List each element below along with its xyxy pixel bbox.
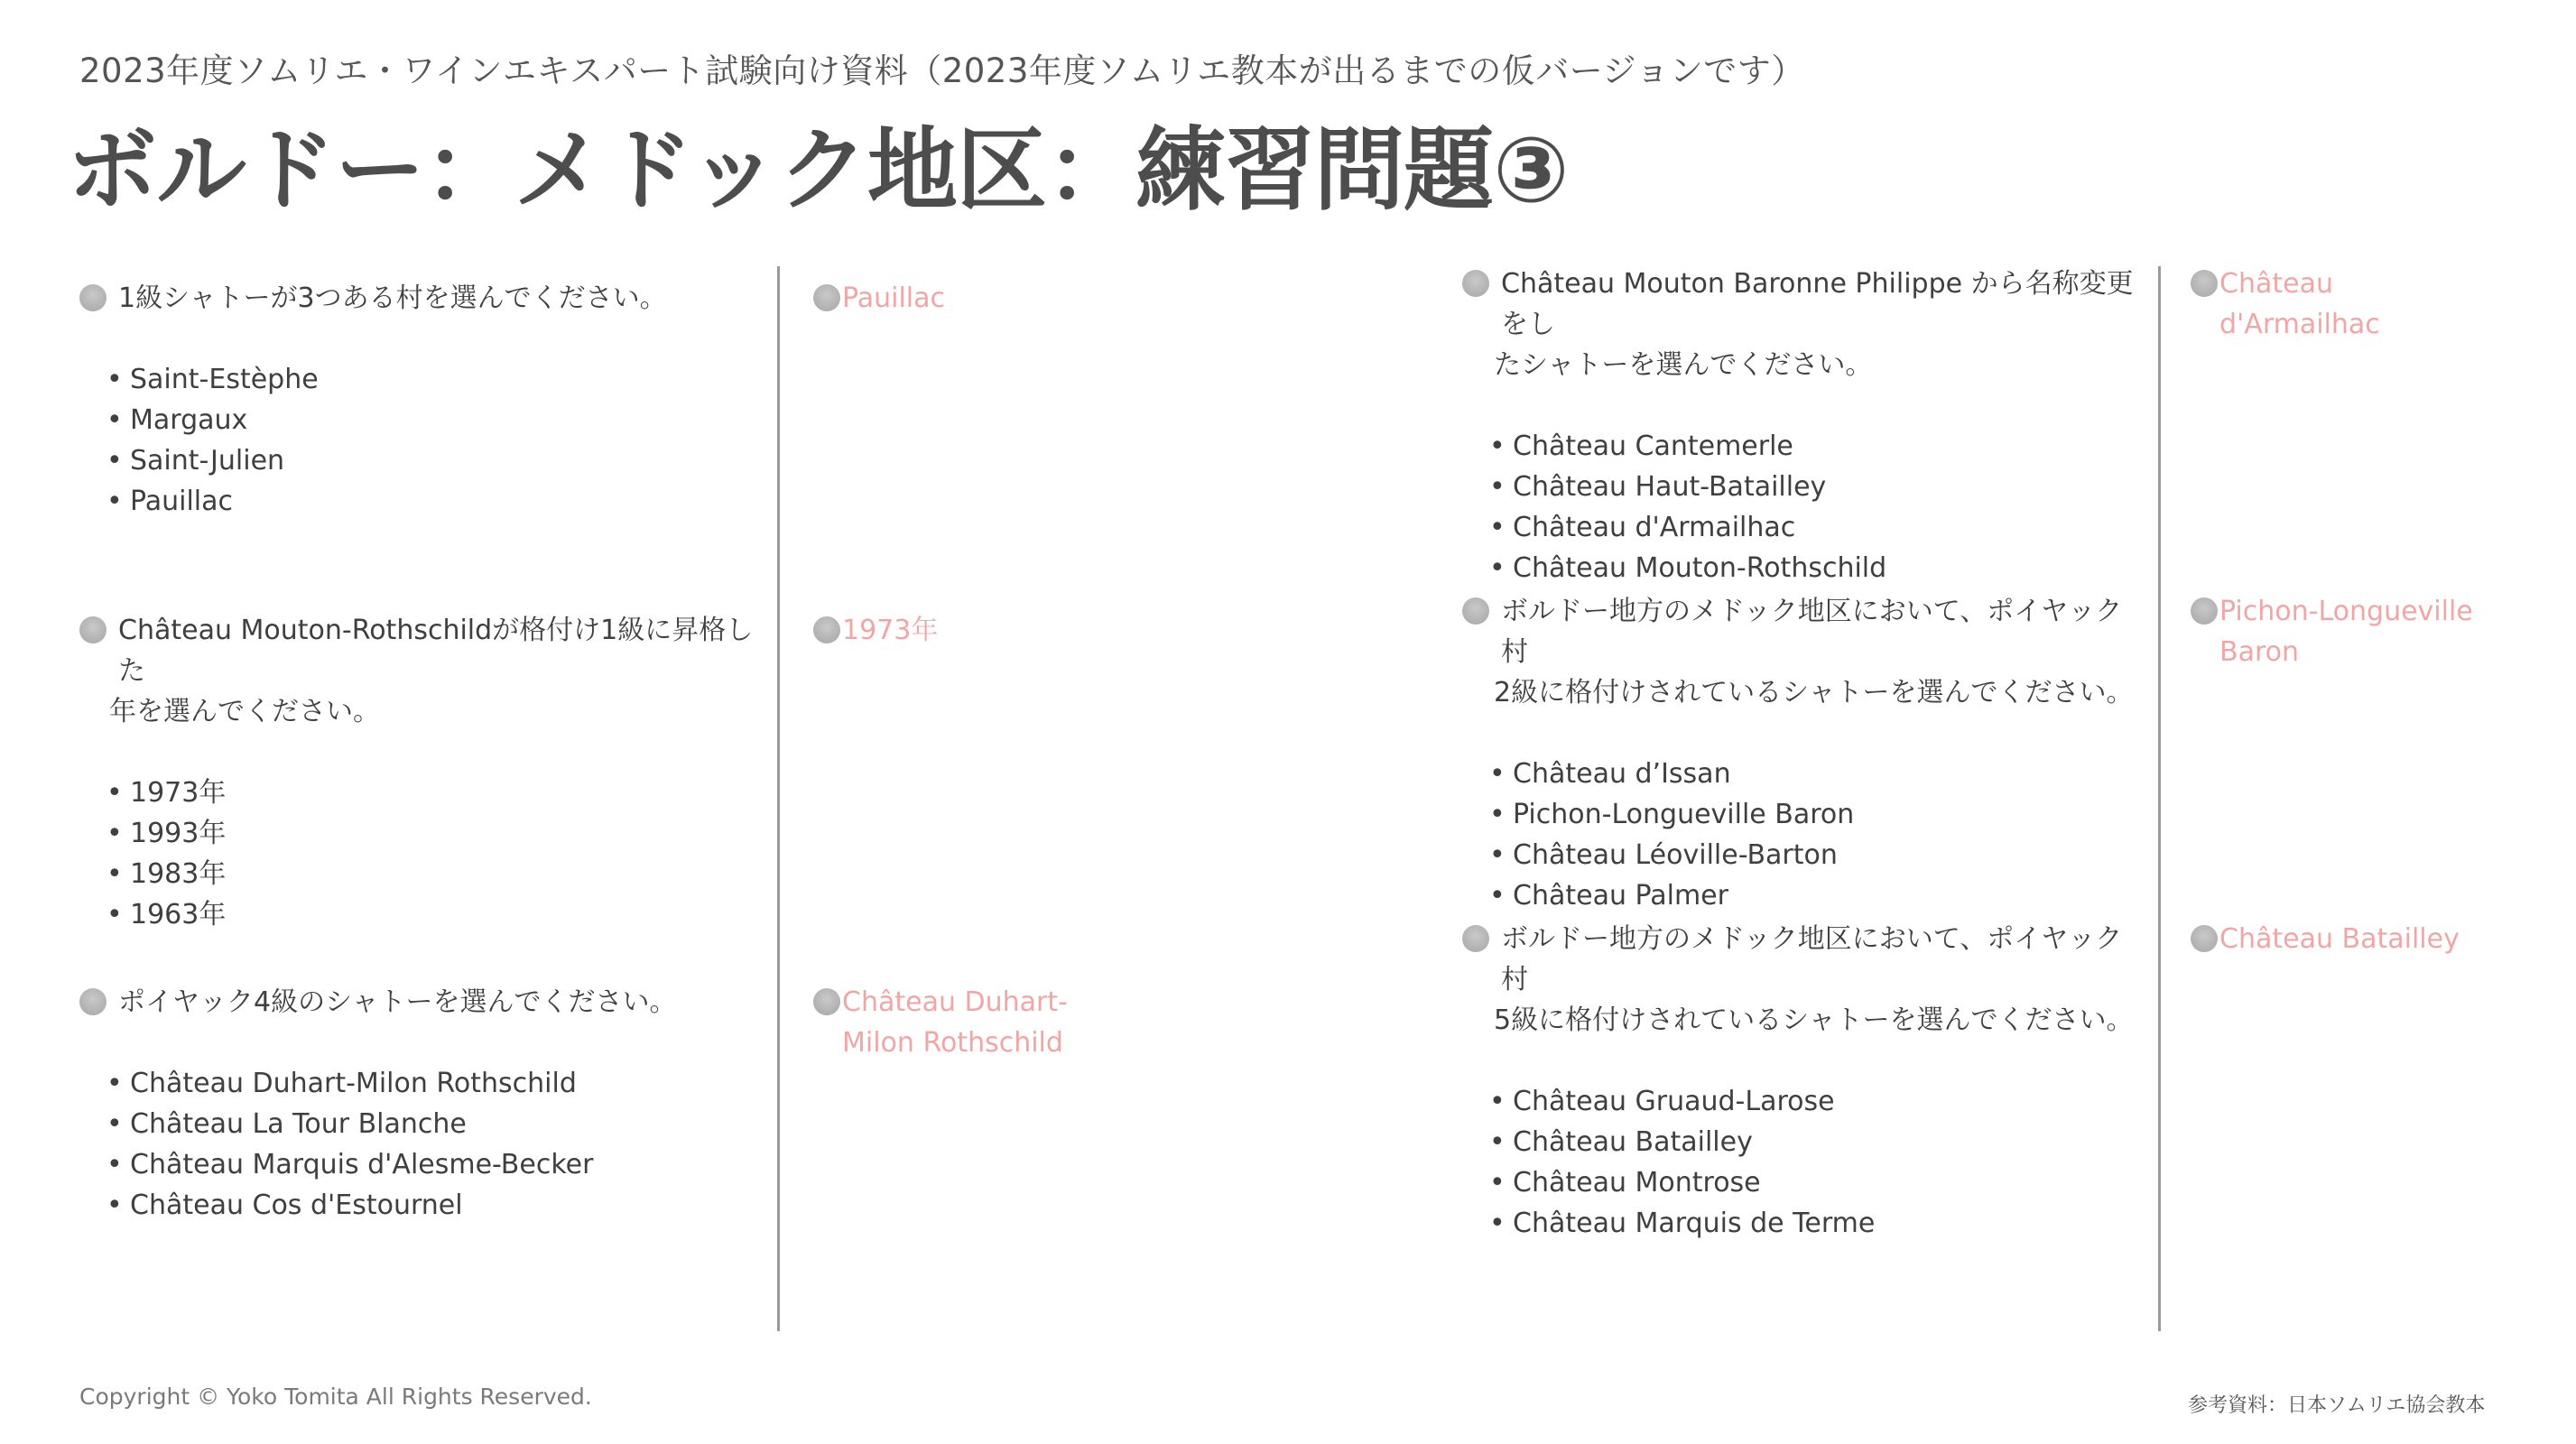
answer-block-3 <box>813 982 1111 1063</box>
column-divider-right <box>2158 266 2161 1331</box>
option-item <box>79 440 765 481</box>
answer-4 <box>2191 264 2488 345</box>
circle-bullet-icon <box>1462 270 1489 297</box>
options-list-4 <box>1462 426 2148 588</box>
option-text: Château Cos d'Estournel <box>130 1189 463 1221</box>
options-list-6 <box>1462 1081 2148 1244</box>
question-6-text-line1: ボルドー地方のメドック地区において、ポイヤック村 <box>1501 923 2123 995</box>
bullet-dot-icon: • <box>1489 880 1506 912</box>
option-item <box>79 400 765 440</box>
answer-block-2 <box>813 610 1084 651</box>
question-2-text-line1: Château Mouton-Rothschildが格付け1級に昇格した <box>118 615 754 687</box>
option-item <box>1462 754 2148 794</box>
option-text: Château Cantemerle <box>1513 430 1793 462</box>
option-text: Château d’Issan <box>1513 758 1731 790</box>
answer-block-1 <box>813 278 1084 319</box>
option-item <box>79 894 765 935</box>
option-item <box>1462 875 2148 916</box>
answer-block-6 <box>2191 919 2552 959</box>
question-5-text-line2: 2級に格付けされているシャトーを選んでください。 <box>1494 677 2134 708</box>
option-text: Château Marquis d'Alesme-Becker <box>130 1149 594 1180</box>
option-text: 1963年 <box>130 899 227 930</box>
circle-bullet-icon <box>79 616 107 643</box>
option-text: Château Montrose <box>1513 1167 1761 1199</box>
circle-bullet-icon <box>2191 270 2218 297</box>
option-text: Saint-Julien <box>130 445 285 477</box>
bullet-dot-icon: • <box>107 1068 123 1099</box>
question-3 <box>79 982 765 1023</box>
question-5 <box>1462 591 2148 713</box>
option-text: Château Haut-Batailley <box>1513 471 1827 503</box>
bullet-dot-icon: • <box>1489 1208 1506 1239</box>
circle-bullet-icon <box>1462 925 1489 952</box>
question-4-text-line2: たシャトーを選んでください。 <box>1494 349 1873 381</box>
answer-3-text-line1: Château Duhart- <box>842 986 1068 1018</box>
answer-5-text-line2: Baron <box>2219 636 2300 668</box>
answer-2 <box>813 610 1084 651</box>
bullet-dot-icon: • <box>1489 430 1506 462</box>
option-item <box>1462 835 2148 875</box>
bullet-dot-icon: • <box>107 404 123 436</box>
circle-bullet-icon <box>813 616 840 643</box>
options-list-3 <box>79 1063 765 1226</box>
answer-4-text-line2: d'Armailhac <box>2219 309 2380 340</box>
question-2-text-line2: 年を選んでください。 <box>109 696 380 727</box>
bullet-dot-icon: • <box>1489 1126 1506 1158</box>
option-item <box>1462 1081 2148 1122</box>
option-text: Saint-Estèphe <box>130 364 319 395</box>
option-item <box>1462 1122 2148 1162</box>
option-text: Château La Tour Blanche <box>130 1108 467 1140</box>
option-item <box>79 1063 765 1104</box>
option-text: Pichon-Longueville Baron <box>1513 799 1855 830</box>
circle-bullet-icon <box>79 284 107 311</box>
options-list-5 <box>1462 754 2148 916</box>
answer-block-5 <box>2191 591 2488 672</box>
bullet-dot-icon: • <box>1489 471 1506 503</box>
option-text: Château Mouton-Rothschild <box>1513 552 1887 584</box>
circle-bullet-icon <box>813 284 840 311</box>
circle-bullet-icon <box>1462 597 1489 625</box>
circle-bullet-icon <box>2191 597 2218 625</box>
circle-bullet-icon <box>79 988 107 1015</box>
bullet-dot-icon: • <box>1489 839 1506 871</box>
question-5-text-line1: ボルドー地方のメドック地区において、ポイヤック村 <box>1501 596 2123 668</box>
option-text: Château d'Armailhac <box>1513 512 1796 543</box>
option-item <box>79 1104 765 1144</box>
options-list-2 <box>79 773 765 935</box>
option-item <box>1462 1203 2148 1244</box>
option-text: Château Gruaud-Larose <box>1513 1086 1835 1117</box>
page-subtitle: 2023年度ソムリエ・ワインエキスパート試験向け資料（2023年度ソムリエ教本が出るまでの仮バージョンです） <box>79 51 1805 90</box>
bullet-dot-icon: • <box>107 777 123 809</box>
answer-4-text-line1: Château <box>2219 268 2333 300</box>
answer-2-text: 1973年 <box>842 615 939 646</box>
question-2 <box>79 610 765 732</box>
option-text: Château Batailley <box>1513 1126 1753 1158</box>
bullet-dot-icon: • <box>107 445 123 477</box>
bullet-dot-icon: • <box>1489 1167 1506 1199</box>
question-block-6 <box>1462 919 2148 1244</box>
page-title: ボルドー：メドック地区：練習問題③ <box>67 117 1569 223</box>
question-block-5 <box>1462 591 2148 916</box>
question-3-text: ポイヤック4級のシャトーを選んでください。 <box>118 986 677 1018</box>
option-text: 1993年 <box>130 818 227 849</box>
option-text: Château Léoville-Barton <box>1513 839 1838 871</box>
option-text: 1973年 <box>130 777 227 809</box>
question-block-2 <box>79 610 765 935</box>
bullet-dot-icon: • <box>107 1189 123 1221</box>
question-block-3 <box>79 982 765 1226</box>
copyright-text: Copyright © Yoko Tomita All Rights Reserved. <box>79 1384 592 1410</box>
answer-5 <box>2191 591 2488 672</box>
bullet-dot-icon: • <box>1489 799 1506 830</box>
question-1-text: 1級シャトーが3つある村を選んでください。 <box>118 282 667 314</box>
option-item <box>1462 507 2148 548</box>
option-item <box>1462 548 2148 588</box>
option-text: Château Marquis de Terme <box>1513 1208 1876 1239</box>
option-item <box>79 813 765 854</box>
question-1 <box>79 278 765 319</box>
question-4-text-line1: Château Mouton Baronne Philippe から名称変更をし <box>1501 268 2134 340</box>
bullet-dot-icon: • <box>107 899 123 930</box>
bullet-dot-icon: • <box>107 1149 123 1180</box>
option-item <box>1462 1162 2148 1203</box>
column-divider-left <box>777 266 780 1331</box>
bullet-dot-icon: • <box>1489 1086 1506 1117</box>
option-item <box>1462 794 2148 835</box>
answer-1-text: Pauillac <box>842 282 946 314</box>
answer-5-text-line1: Pichon-Longueville <box>2219 596 2473 627</box>
answer-6 <box>2191 919 2552 959</box>
reference-text: 参考資料：日本ソムリエ協会教本 <box>2188 1394 2486 1417</box>
bullet-dot-icon: • <box>107 364 123 395</box>
question-block-1 <box>79 278 765 522</box>
option-item <box>79 1144 765 1185</box>
bullet-dot-icon: • <box>107 818 123 849</box>
bullet-dot-icon: • <box>1489 552 1506 584</box>
answer-3-text-line2: Milon Rothschild <box>842 1027 1063 1059</box>
bullet-dot-icon: • <box>107 486 123 517</box>
question-block-4 <box>1462 264 2148 588</box>
question-6 <box>1462 919 2148 1041</box>
bullet-dot-icon: • <box>107 858 123 890</box>
answer-block-4 <box>2191 264 2488 345</box>
option-item <box>79 1185 765 1226</box>
option-item <box>1462 467 2148 507</box>
question-4 <box>1462 264 2148 385</box>
answer-1 <box>813 278 1084 319</box>
bullet-dot-icon: • <box>107 1108 123 1140</box>
option-text: Château Palmer <box>1513 880 1728 912</box>
option-text: Margaux <box>130 404 248 436</box>
answer-6-text: Château Batailley <box>2219 923 2460 955</box>
options-list-1 <box>79 359 765 522</box>
option-text: Pauillac <box>130 486 234 517</box>
answer-3 <box>813 982 1111 1063</box>
option-item <box>79 854 765 894</box>
option-item <box>79 773 765 813</box>
question-6-text-line2: 5級に格付けされているシャトーを選んでください。 <box>1494 1004 2134 1036</box>
circle-bullet-icon <box>2191 925 2218 952</box>
option-item <box>1462 426 2148 467</box>
option-item <box>79 359 765 400</box>
bullet-dot-icon: • <box>1489 758 1506 790</box>
option-text: Château Duhart-Milon Rothschild <box>130 1068 577 1099</box>
option-item <box>79 481 765 522</box>
option-text: 1983年 <box>130 858 227 890</box>
circle-bullet-icon <box>813 988 840 1015</box>
bullet-dot-icon: • <box>1489 512 1506 543</box>
